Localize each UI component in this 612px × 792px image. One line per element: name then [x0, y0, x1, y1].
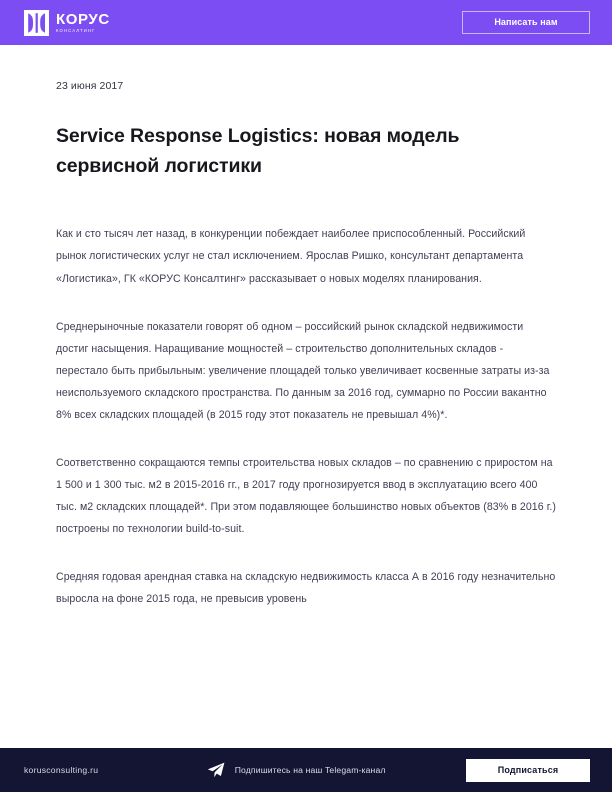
telegram-cta[interactable]: [126, 762, 466, 778]
korus-bracket-logo-icon: [24, 10, 49, 36]
brand-name: КОРУС: [56, 10, 110, 28]
brand-subtitle: КОНСАЛТИНГ: [56, 28, 96, 34]
publication-date: 23 июня 2017: [56, 80, 124, 92]
brand-text-block: [56, 12, 110, 34]
telegram-cta-text: Подпишитесь на наш Telegam-канал: [234, 765, 386, 775]
article-paragraph: Средняя годовая арендная ставка на складскую недвижимость класса А в 2016 году незначительно выросла на фоне 2015 года, не превысив уровень: [56, 570, 556, 605]
telegram-paper-plane-icon: [207, 762, 225, 778]
page-title: Service Response Logistics: новая модель сервисной логистики: [56, 125, 460, 178]
site-header: [0, 0, 612, 45]
article-paragraph: Среднерыночные показатели говорят об одном – российский рынок складской недвижимости достиг насыщения. Наращивание мощностей – строительство дополнительных складов - перестало быть прибыльным: увеличение площадей только увеличивает косвенные затраты из-за неиспользуемого складского пространства. По данным за 2016 год, суммарно по России вакантно 8% всех складских площадей (в 2015 году этот показатель не превышал 4%)*.: [56, 320, 550, 421]
brand-logo[interactable]: [24, 10, 110, 36]
subscribe-button[interactable]: Подписаться: [466, 759, 590, 782]
site-footer: [0, 748, 612, 792]
article-body: [0, 45, 612, 748]
article-paragraph: Соответственно сокращаются темпы строительства новых складов – по сравнению с приростом на 1 500 и 1 300 тыс. м2 в 2015-2016 гг., в 2017 году прогнозируется ввод в эксплуатацию всего 400 тыс. м2 складских площадей*. При этом подавляющее большинство новых объектов (83% в 2016 г.) построены по технологии build-to-suit.: [56, 456, 556, 535]
footer-website-link[interactable]: korusconsulting.ru: [24, 765, 99, 775]
contact-us-button[interactable]: Написать нам: [462, 11, 590, 34]
article-paragraph: Как и сто тысяч лет назад, в конкуренции побеждает наиболее приспособленный. Российский рынок логистических услуг не стал исключением. Ярослав Ришко, консультант департамента «Логистика», ГК «КОРУС Консалтинг» рассказывает о новых моделях планирования.: [56, 228, 526, 285]
